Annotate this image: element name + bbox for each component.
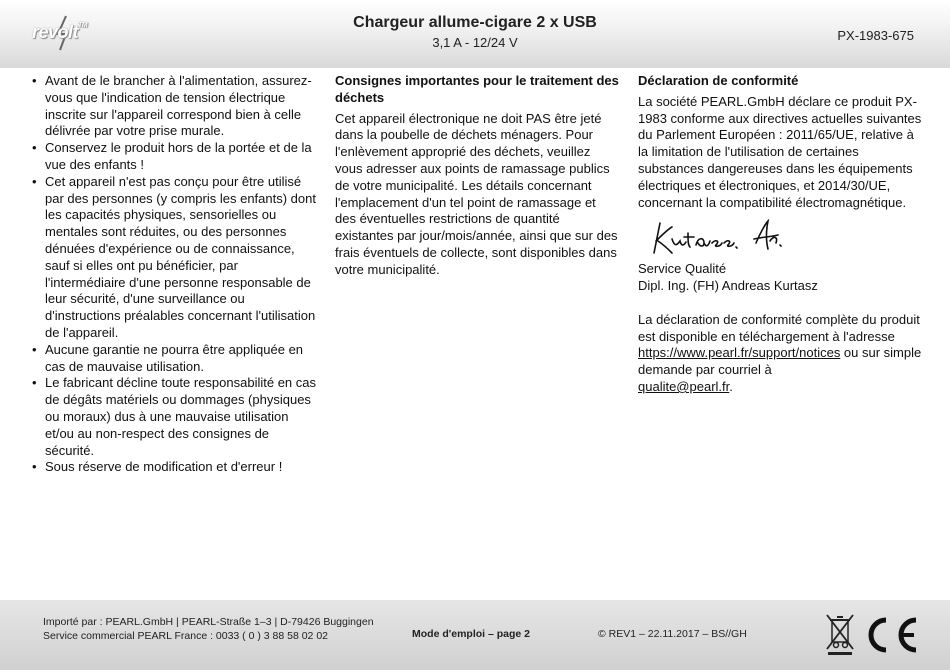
support-url-link[interactable]: https://www.pearl.fr/support/notices [638, 345, 841, 361]
page-footer [0, 600, 950, 670]
page-header [0, 0, 950, 68]
full-declaration-intro: La déclaration de conformité complète du produit est disponible en téléchargement à l'adresse [638, 311, 920, 344]
document-title: Chargeur allume-cigare 2 x USB [353, 14, 597, 31]
full-declaration-text [638, 312, 923, 396]
signer-name: Dipl. Ing. (FH) Andreas Kurtasz [638, 278, 818, 294]
conformity-heading: Déclaration de conformité [638, 73, 799, 88]
period: . [729, 378, 733, 394]
logo-trademark: TM [78, 22, 88, 29]
conformity-column [638, 73, 923, 396]
disposal-column [335, 73, 620, 279]
or-text: ou sur simple demande par courriel à [638, 345, 922, 378]
safety-column [30, 73, 320, 476]
email-link[interactable]: qualite@pearl.fr [638, 378, 730, 394]
crossed-out-wheelie-bin-icon [824, 612, 856, 656]
list-item: • Le fabricant décline toute responsabilité en cas de dégâts matériels ou dommages (physiques ou moraux) dus à une mauvaise utilisation et/ou au non-respect des consignes de sécurité. [30, 375, 320, 459]
importer-info: Importé par : PEARL.GmbH | PEARL-Straße 1–3 | D-79426 Buggingen [43, 616, 374, 628]
document-subtitle: 3,1 A - 12/24 V [432, 35, 518, 50]
logo-text: revolt [32, 22, 79, 42]
signature [638, 215, 923, 259]
conformity-declaration: La société PEARL.GmbH déclare ce produit PX-1983 conforme aux directives actuelles suivantes du Parlement Européen : 2011/65/UE, relative à la limitation de l'utilisation de certaines substances dangereuses dans les équipements électriques et électroniques, et 2014/30/UE, concernant la compatibilité électromagnétique. [638, 93, 922, 210]
page-number: Mode d'emploi – page 2 [412, 628, 531, 640]
revision-info: © REV1 – 22.11.2017 – BS//GH [598, 628, 747, 640]
list-item: • Avant de le brancher à l'alimentation, assurez-vous que l'indication de tension électrique inscrite sur l'appareil correspond bien à celle délivrée par votre prise murale. [30, 73, 320, 140]
footer-contact [43, 615, 374, 643]
model-number: PX-1983-675 [837, 28, 914, 43]
list-item: • Sous réserve de modification et d'erreur ! [30, 459, 320, 476]
signer-department: Service Qualité [638, 261, 727, 277]
list-item: • Aucune garantie ne pourra être appliquée en cas de mauvaise utilisation. [30, 342, 320, 376]
disposal-heading: Consignes importantes pour le traitement des déchets [335, 73, 619, 105]
service-info: Service commercial PEARL France : 0033 ( 0 ) 3 88 58 02 02 [43, 630, 328, 642]
handwritten-signature-icon [638, 215, 808, 259]
ce-mark-icon [862, 614, 920, 656]
list-item: • Cet appareil n'est pas conçu pour être utilisé par des personnes (y compris les enfants) dont les capacités physiques, sensorielles ou mentales sont réduites, ou des personnes dénuées d'expérience ou de connaissance, sauf si elles ont pu bénéficier, par l'intermédiaire d'une personne responsable de leur sécurité, d'une surveillance ou d'instructions préalables concernant l'utilisation de l'appareil. [30, 174, 320, 342]
disposal-text: Cet appareil électronique ne doit PAS être jeté dans la poubelle de déchets ménagers. Pour l'enlèvement approprié des déchets, veuillez vous adresser aux points de ramassage publics de votre municipalité. Les détails concernant l'emplacement d'un tel point de ramassage et des éventuelles restrictions de quantité existantes par jour/mois/année, ainsi que sur des frais éventuels de collecte, sont disponibles dans votre municipalité. [335, 110, 618, 277]
safety-list [30, 73, 320, 476]
list-item: • Conservez le produit hors de la portée et de la vue des enfants ! [30, 140, 320, 174]
